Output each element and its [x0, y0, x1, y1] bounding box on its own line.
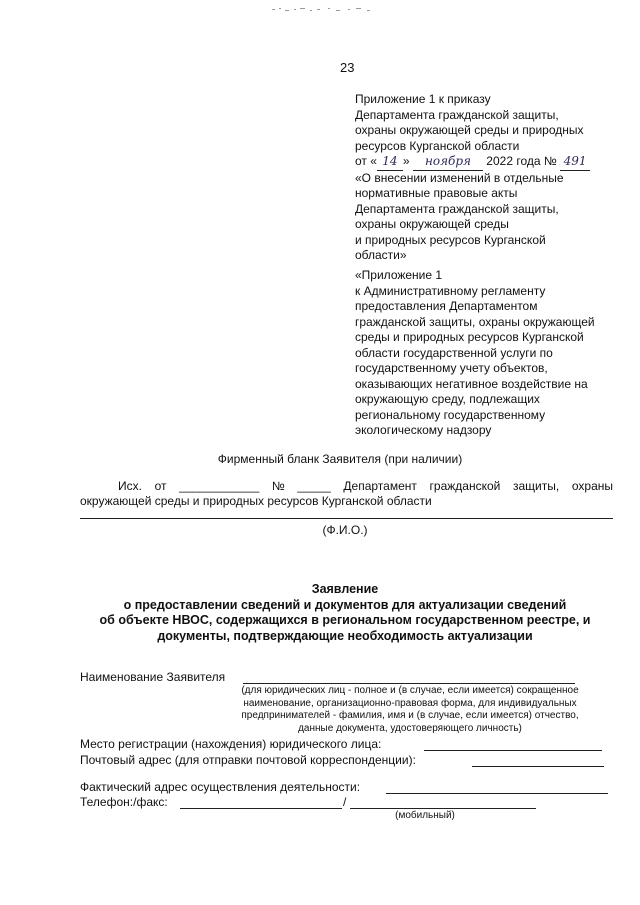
mobile-field[interactable] [350, 808, 536, 809]
date-month-handwritten: ноября [413, 154, 483, 171]
outgoing-ot: от [154, 479, 167, 493]
phone-field[interactable] [180, 808, 342, 809]
outgoing-word: охраны [571, 479, 613, 493]
annex-header [355, 268, 620, 439]
fio-line[interactable] [80, 518, 613, 519]
outgoing-number-blank: _____ [297, 479, 331, 493]
note-line: предпринимателей - фамилия, имя и (в случае, если имеется) отчество, [241, 710, 579, 721]
annex-line: гражданской защиты, охраны окружающей [355, 314, 595, 329]
note-line: наименование, организационно-правовая форма, для индивидуальных [243, 697, 577, 709]
page-number: 23 [340, 60, 355, 75]
outgoing-word: Департамент [343, 479, 417, 493]
applicant-name-field[interactable] [243, 683, 575, 684]
scan-artifact [270, 6, 380, 14]
note-line: (для юридических лиц - полное и (в случае, если имеется) сокращенное [241, 685, 579, 696]
order-date-line [355, 154, 615, 171]
annex-line: области государственной услуги по [355, 345, 553, 360]
subject-line: нормативные правовые акты [355, 186, 518, 200]
outgoing-ish: Исх. [118, 479, 142, 493]
letterhead-label: Фирменный бланк Заявителя (при наличии) [217, 452, 463, 466]
outgoing-word: защиты, [513, 479, 560, 493]
annex-line: оказывающих негативное воздействие на [355, 376, 588, 391]
annex-line: среды и природных ресурсов Курганской [355, 330, 584, 344]
outgoing-date-blank: ____________ [179, 479, 260, 493]
subject-line: Департамента гражданской защиты, [355, 201, 559, 216]
applicant-note [220, 685, 600, 735]
postal-label: Почтовый адрес (для отправки почтовой корреспонденции): [80, 753, 416, 767]
outgoing-no: № [271, 479, 285, 493]
header-line: Приложение 1 к приказу [355, 92, 491, 106]
date-day-handwritten: 14 [377, 154, 403, 171]
annex-line: «Приложение 1 [355, 268, 443, 282]
subject-line: области» [355, 248, 407, 262]
date-mid: » [402, 154, 410, 168]
actual-address-field[interactable] [386, 793, 608, 794]
title-line: о предоставлении сведений и документов для актуализации сведений [123, 597, 567, 612]
mobile-note: (мобильный) [395, 810, 455, 821]
header-line: охраны окружающей среды и природных [355, 123, 584, 137]
annex-line: окружающую среду, подлежащих [355, 392, 540, 406]
outgoing-word: гражданской [429, 479, 501, 493]
annex-line: экологическому надзору [355, 423, 492, 437]
title-line: об объекте НВОС, содержащихся в региональном государственном реестре, и [99, 613, 591, 627]
registration-label: Место регистрации (нахождения) юридического лица: [80, 737, 382, 751]
order-number-handwritten: 491 [560, 154, 590, 171]
actual-address-label: Фактический адрес осуществления деятельности: [80, 780, 361, 794]
title-line: документы, подтверждающие необходимость актуализации [157, 628, 533, 643]
subject-line: «О внесении изменений в отдельные [355, 170, 564, 185]
annex-line: государственному учету объектов, [355, 361, 548, 375]
subject-line: и природных ресурсов Курганской [355, 232, 546, 247]
applicant-name-label: Наименование Заявителя [80, 670, 226, 684]
header-line: ресурсов Курганской области [355, 138, 520, 153]
date-prefix: от « [355, 154, 377, 168]
annex-line: к Административному регламенту [355, 283, 546, 298]
postal-field[interactable] [472, 766, 604, 767]
title-line: Заявление [311, 582, 379, 596]
phone-label: Телефон:/факс: [80, 795, 168, 809]
document-title [75, 582, 615, 644]
note-line: данные документа, удостоверяющего личность) [298, 722, 522, 734]
phone-separator: / [343, 795, 347, 809]
subject-line: охраны окружающей среды [355, 217, 509, 231]
outgoing-line [80, 478, 613, 494]
order-header [355, 92, 615, 264]
header-line: Департамента гражданской защиты, [355, 107, 559, 122]
fio-label: (Ф.И.О.) [322, 523, 368, 537]
outgoing-line-2: окружающей среды и природных ресурсов Курганской области [80, 494, 432, 508]
annex-line: региональному государственному [355, 407, 546, 422]
registration-field[interactable] [424, 750, 602, 751]
date-year: 2022 года № [486, 154, 557, 168]
annex-line: предоставления Департаментом [355, 299, 538, 313]
